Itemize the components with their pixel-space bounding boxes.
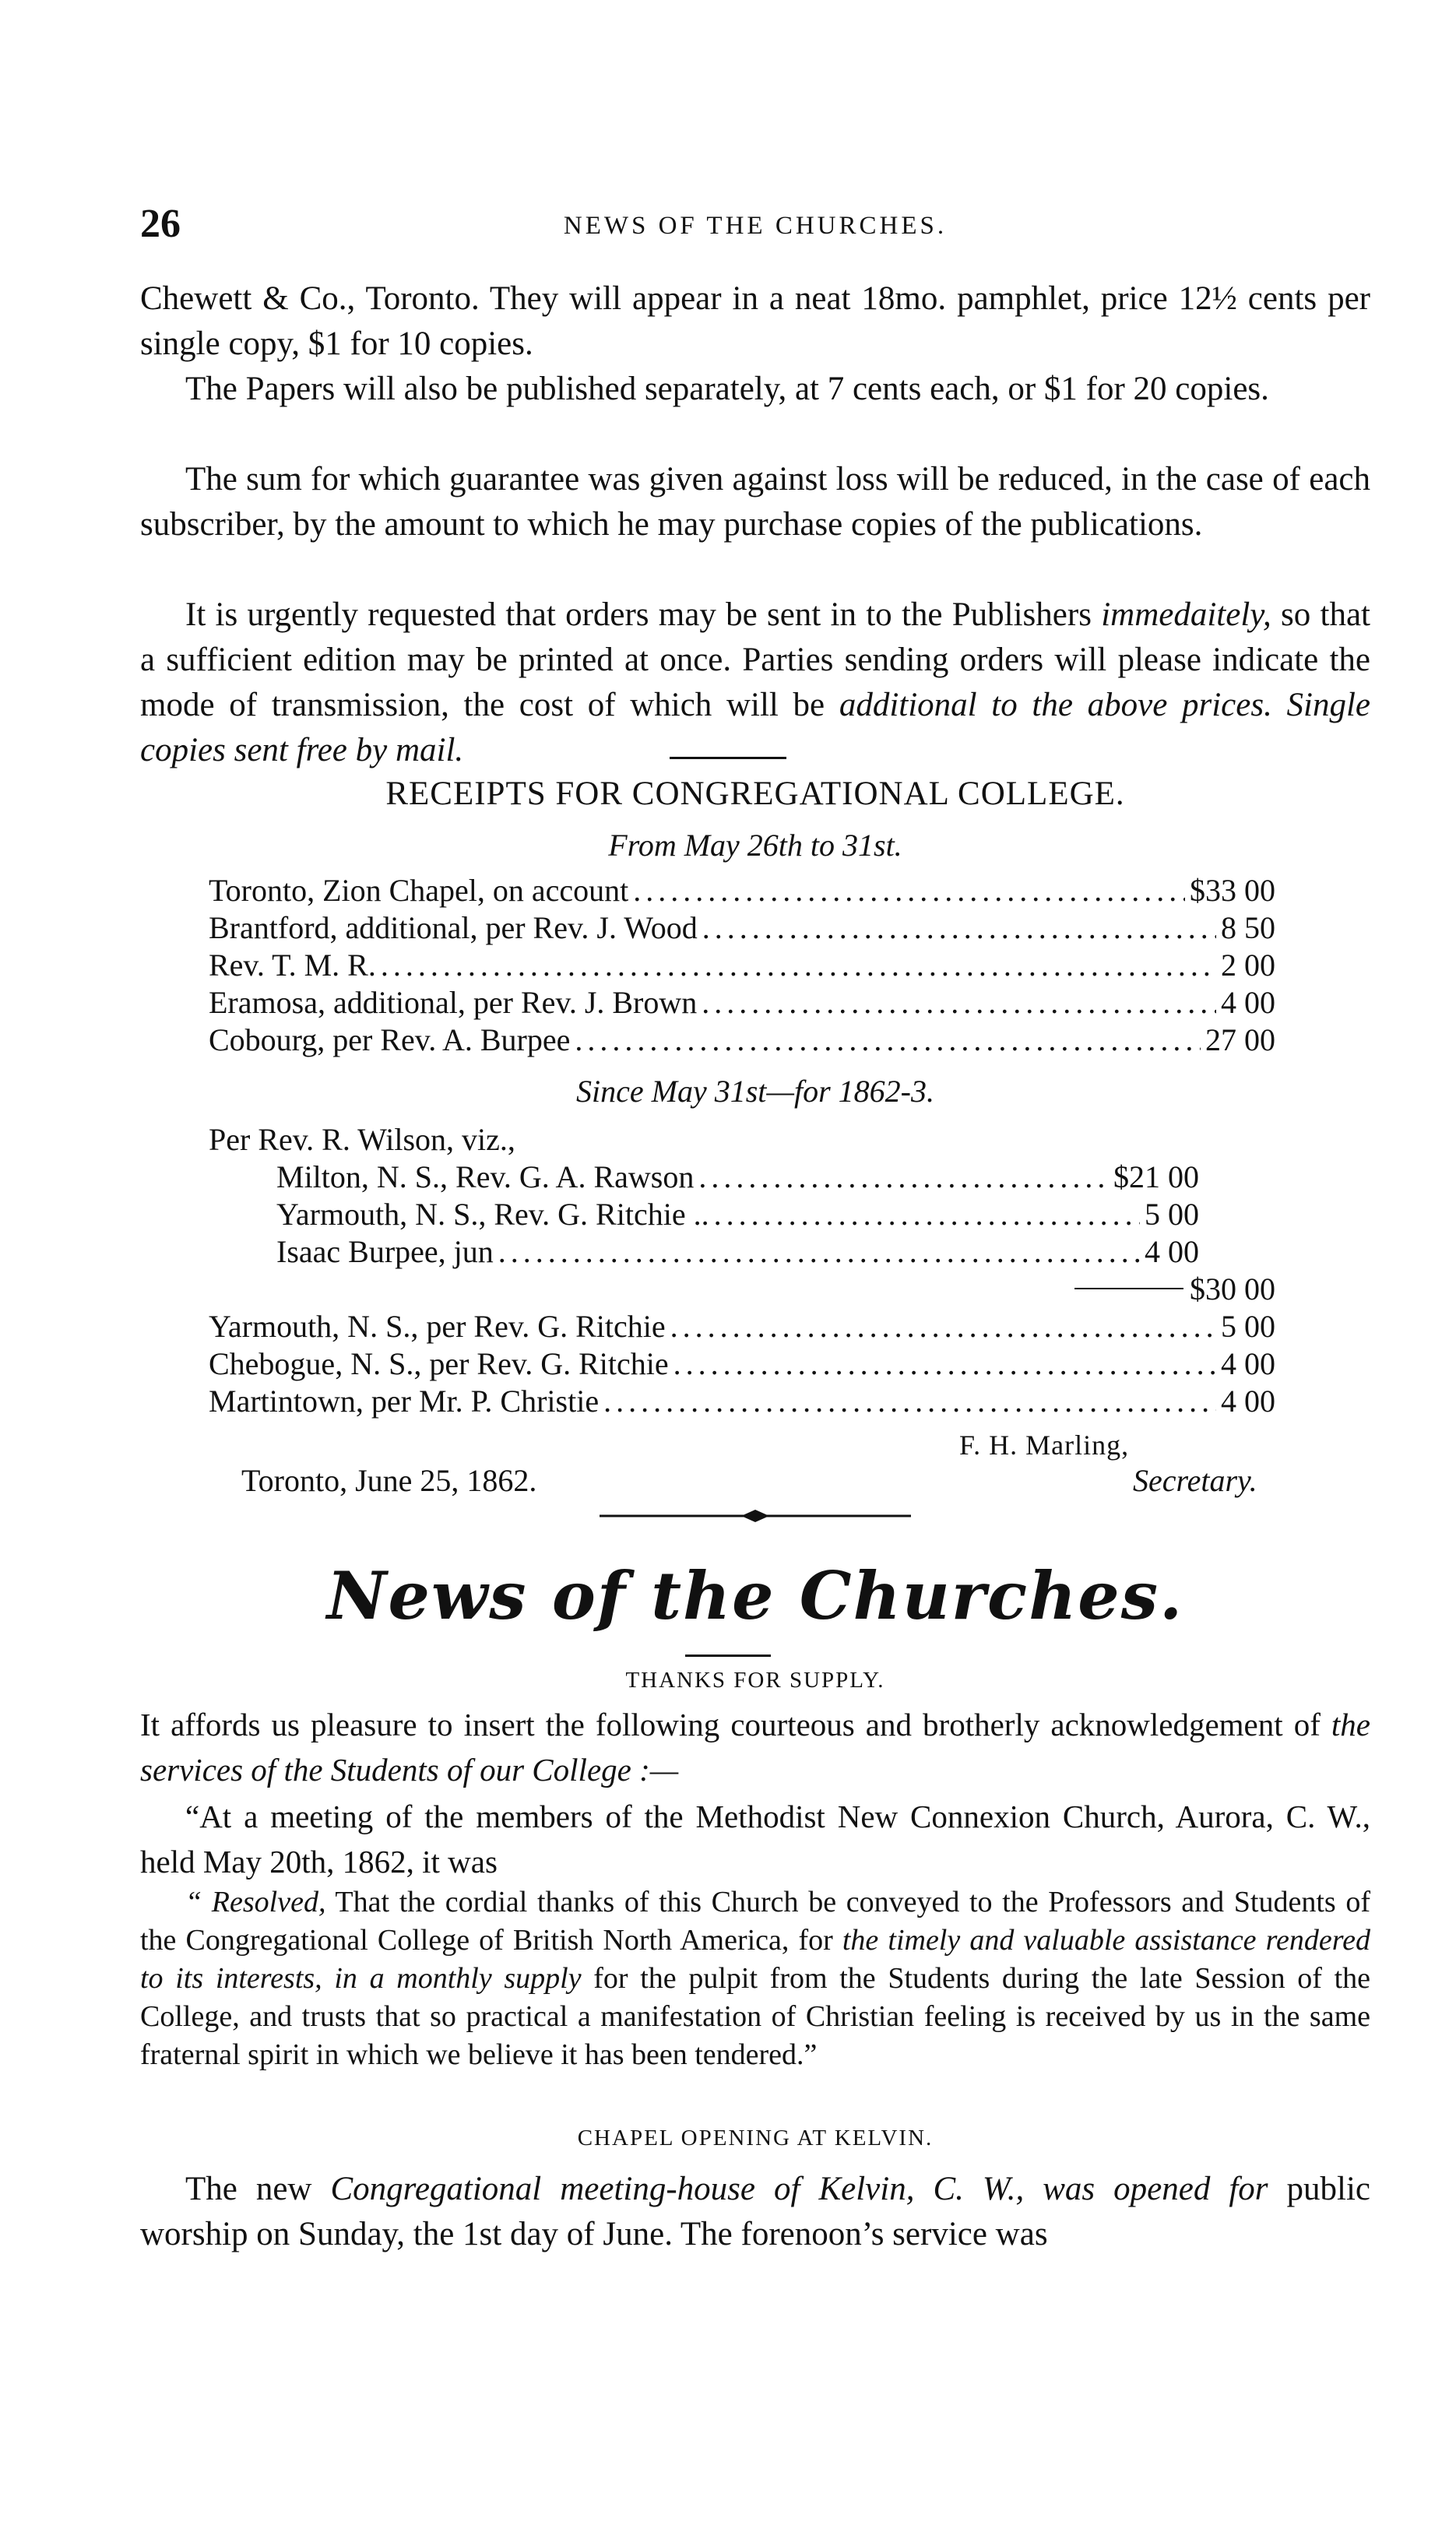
thanks-heading: THANKS FOR SUPPLY. xyxy=(625,1668,885,1693)
receipt-amount: 4 00 xyxy=(1221,1346,1275,1381)
receipt-entry xyxy=(209,947,1275,984)
intro-p4-mid: so that a sufficient edition may be printed at once. Parties sending orders will please indicate the mode of transmission, the cost of which will be xyxy=(140,596,1370,723)
intro-p4-emph: immedaitely, xyxy=(1101,596,1271,633)
leader-dots xyxy=(702,909,1216,947)
sub-receipt-entry xyxy=(276,1159,1199,1196)
receipts-subhead-1: From May 26th to 31st. xyxy=(608,828,902,863)
receipt-amount: 5 00 xyxy=(1145,1197,1199,1232)
chapel-heading: CHAPEL OPENING AT KELVIN. xyxy=(577,2126,934,2150)
sub-receipt-entry xyxy=(276,1233,1199,1271)
receipt-entry xyxy=(209,1383,1275,1420)
leader-dots xyxy=(633,872,1185,909)
signer-name: F. H. Marling, xyxy=(959,1429,1130,1461)
signer-role: Secretary. xyxy=(1133,1463,1257,1498)
receipt-label: Milton, N. S., Rev. G. A. Rawson xyxy=(276,1159,695,1194)
receipt-entry xyxy=(209,1345,1275,1383)
receipt-entry xyxy=(209,909,1275,947)
divider-short xyxy=(670,757,786,759)
receipt-amount: 4 00 xyxy=(1145,1234,1199,1269)
receipt-label: Chebogue, N. S., per Rev. G. Ritchie xyxy=(209,1346,669,1381)
leader-dots xyxy=(698,1159,1109,1196)
intro-paragraph-4 xyxy=(140,593,1370,773)
receipt-entry xyxy=(209,984,1275,1022)
receipts-title: RECEIPTS FOR CONGREGATIONAL COLLEGE. xyxy=(385,775,1125,812)
intro-paragraph-1: Chewett & Co., Toronto. They will appear in a neat 18mo. pamphlet, price 12½ cents per single copy, $1 for 10 copies. xyxy=(140,280,1370,362)
receipt-label: Cobourg, per Rev. A. Burpee xyxy=(209,1022,571,1057)
receipt-label: Yarmouth, N. S., per Rev. G. Ritchie xyxy=(209,1309,666,1344)
chapel-p-end: public worship on Sunday, the 1st day of June. The forenoon’s service was xyxy=(140,2171,1370,2252)
chapel-p-start: The new xyxy=(185,2171,331,2207)
running-head xyxy=(140,201,1370,255)
receipt-label: Brantford, additional, per Rev. J. Wood xyxy=(209,910,698,945)
receipt-amount: 8 50 xyxy=(1221,910,1275,945)
chapel-paragraph xyxy=(140,2167,1370,2257)
receipt-amount: 2 00 xyxy=(1221,948,1275,983)
sub-receipt-entry xyxy=(276,1196,1199,1233)
quote-p2-a: That the cordial thanks of this Church be conveyed to the Professors and Students of the Congregational College of British North America, for xyxy=(140,1886,1370,1957)
receipt-amount: 27 00 xyxy=(1205,1022,1275,1057)
quote-p2-emph-1: “ Resolved, xyxy=(185,1886,326,1918)
receipt-amount: 5 00 xyxy=(1221,1309,1275,1344)
thanks-p1-start: It affords us pleasure to insert the following courteous and brotherly acknowledgement of xyxy=(140,1707,1331,1742)
quote-paragraph-1: “At a meeting of the members of the Methodist New Connexion Church, Aurora, C. W., held May 20th, 1862, it was xyxy=(140,1799,1370,1880)
receipt-label: Toronto, Zion Chapel, on account xyxy=(209,873,629,908)
intro-p4-start: It is urgently requested that orders may be sent in to the Publishers xyxy=(185,596,1102,633)
receipt-label: Martintown, per Mr. P. Christie xyxy=(209,1384,600,1419)
receipt-label: Isaac Burpee, jun xyxy=(276,1234,494,1269)
leader-dots xyxy=(702,984,1216,1022)
quote-paragraph-2 xyxy=(140,1883,1370,2074)
receipt-amount: 4 00 xyxy=(1221,985,1275,1020)
intro-paragraph-2: The Papers will also be published separately, at 7 cents each, or $1 for 20 copies. xyxy=(185,371,1269,407)
intro-paragraph-3: The sum for which guarantee was given against loss will be reduced, in the case of each subscriber, by the amount to which he may purchase copies of the publications. xyxy=(140,461,1370,543)
receipt-amount: $33 00 xyxy=(1190,873,1275,908)
receipt-label: Yarmouth, N. S., Rev. G. Ritchie .. xyxy=(276,1197,709,1232)
section-title: News of the Churches. xyxy=(326,1557,1184,1634)
ornament-divider xyxy=(600,1504,911,1528)
leader-dots xyxy=(381,947,1216,984)
receipts-subhead-2: Since May 31st—for 1862-3. xyxy=(576,1074,934,1109)
leader-dots xyxy=(670,1308,1216,1345)
leader-dots xyxy=(575,1022,1201,1059)
running-title: NEWS OF THE CHURCHES. xyxy=(563,212,948,240)
receipt-amount: 4 00 xyxy=(1221,1384,1275,1419)
divider-short-2 xyxy=(685,1655,771,1657)
receipt-label: Eramosa, additional, per Rev. J. Brown xyxy=(209,985,698,1020)
per-line: Per Rev. R. Wilson, viz., xyxy=(209,1122,515,1157)
receipt-label: Rev. T. M. R. xyxy=(209,948,376,983)
receipt-entry xyxy=(209,872,1275,909)
receipt-entry xyxy=(209,1022,1275,1059)
leader-dots xyxy=(673,1345,1216,1383)
thanks-paragraph xyxy=(140,1702,1370,1792)
page-number: 26 xyxy=(140,202,181,246)
thanks-p1-emph: the services of the Students of our College :— xyxy=(140,1707,1370,1788)
intro-p4-end: additional to the above prices. Single copies sent free by mail. xyxy=(140,687,1370,768)
subtotal-amount: $30 00 xyxy=(1190,1271,1275,1306)
receipt-entry xyxy=(209,1308,1275,1345)
quote-p2-emph-2: the timely and valuable assistance rendered to its interests, in a monthly supply xyxy=(140,1924,1370,1995)
leader-dots xyxy=(714,1196,1140,1233)
chapel-p-emph: Congregational meeting-house of Kelvin, C. W., was opened for xyxy=(330,2171,1268,2207)
quote-p2-b: for the pulpit from the Students during the late Session of the College, and trusts that so practical a manifestation of Christian feeling is received by us in the same fraternal spirit in which we believe it has been tendered.” xyxy=(140,1962,1370,2071)
leader-dots xyxy=(603,1383,1216,1420)
receipt-amount: $21 00 xyxy=(1113,1159,1199,1194)
leader-dots xyxy=(498,1233,1140,1271)
subtotal-rule xyxy=(1074,1288,1183,1289)
signature-date-place: Toronto, June 25, 1862. xyxy=(241,1463,537,1498)
